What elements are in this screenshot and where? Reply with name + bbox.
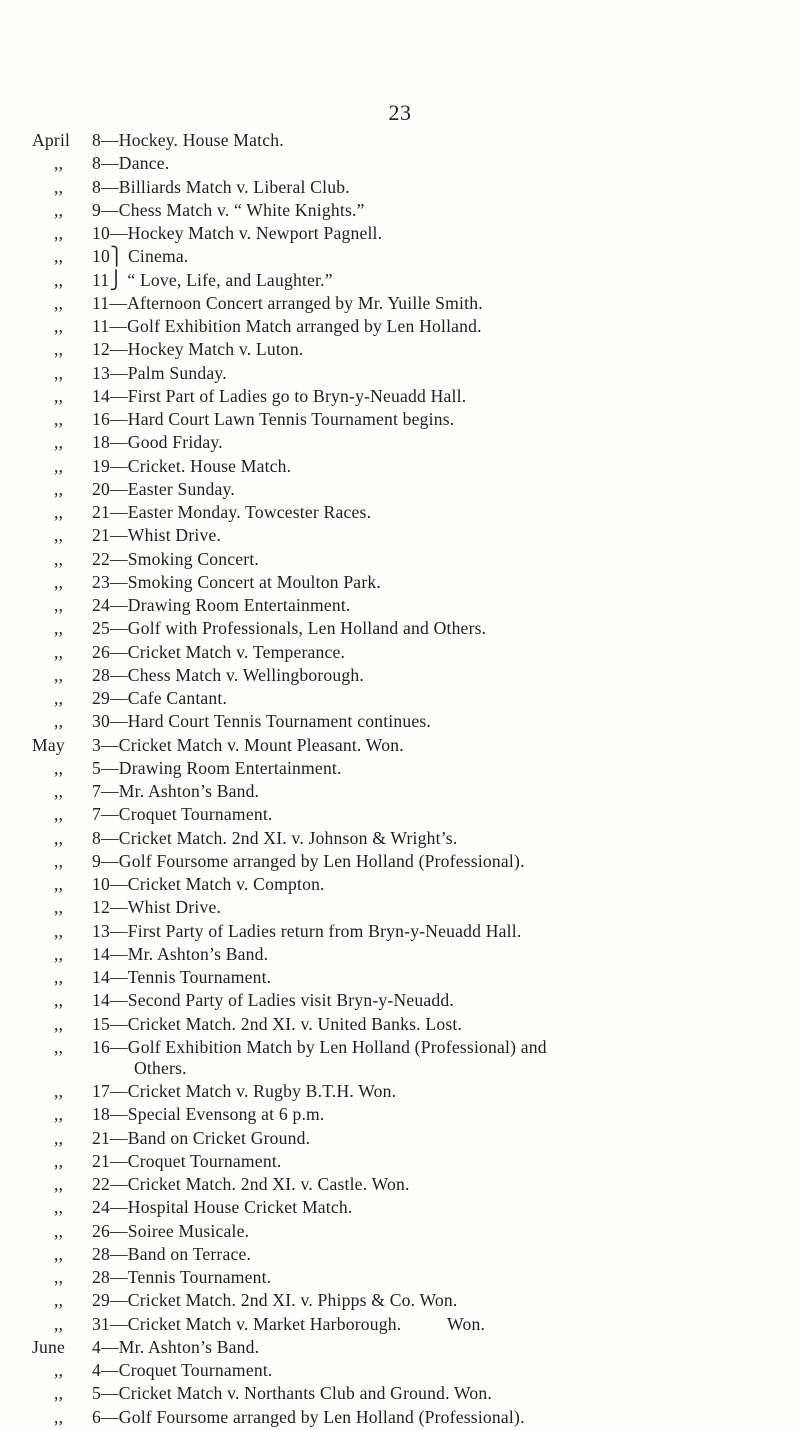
entry-description: 14—Tennis Tournament.	[92, 967, 272, 987]
entry-text	[80, 479, 792, 500]
entry-text	[80, 618, 792, 639]
ditto-mark: ,,	[54, 1383, 64, 1404]
ditto-mark: ,,	[54, 246, 64, 267]
ditto-mark: ,,	[54, 478, 64, 499]
entry-description: 13—Palm Sunday.	[92, 362, 227, 383]
entry-description: 31—Cricket Match v. Market Harborough. Won.	[92, 1313, 486, 1334]
ditto-mark: ,,	[54, 525, 64, 546]
ditto-mark: ,,	[54, 199, 64, 220]
entry-description: 21—Easter Monday. Towcester Races.	[92, 502, 372, 522]
diary-entry	[32, 735, 792, 756]
entry-text	[80, 921, 792, 942]
entry-description: 28—Tennis Tournament.	[92, 1267, 272, 1287]
entry-description: 10—Cricket Match v. Compton.	[92, 874, 325, 894]
ditto-mark: ,,	[54, 455, 64, 476]
entry-description: 30—Hard Court Tennis Tournament continues.	[92, 711, 432, 732]
entry-text	[80, 1128, 792, 1149]
ditto-mark: ,,	[54, 618, 64, 639]
diary-entry	[32, 339, 792, 360]
diary-entry	[32, 409, 792, 430]
entry-text	[80, 1407, 792, 1428]
diary-entry	[32, 456, 792, 477]
entry-text	[80, 1267, 792, 1288]
diary-entry	[32, 1407, 792, 1428]
entry-description: 22—Cricket Match. 2nd XI. v. Castle. Won.	[92, 1174, 410, 1194]
entry-description: 7—Croquet Tournament.	[92, 804, 273, 825]
diary-entry	[32, 967, 792, 988]
entry-text	[80, 1244, 792, 1265]
entry-description: 21—Band on Cricket Ground.	[92, 1127, 311, 1148]
entry-description: 29—Cafe Cantant.	[92, 688, 228, 708]
entry-text	[80, 1383, 792, 1404]
entry-description: 10—Hockey Match v. Newport Pagnell.	[92, 223, 383, 243]
entry-description: 17—Cricket Match v. Rugby B.T.H. Won.	[92, 1081, 397, 1101]
diary-entry	[32, 804, 792, 825]
entry-description: 18—Good Friday.	[92, 432, 223, 453]
ditto-mark: ,,	[54, 316, 64, 336]
entry-text	[80, 363, 792, 384]
entry-text	[80, 456, 792, 477]
diary-entry	[32, 828, 792, 849]
diary-entry	[32, 1244, 792, 1265]
ditto-mark: ,,	[54, 1220, 64, 1241]
ditto-mark: ,,	[54, 1313, 64, 1334]
diary-entry	[32, 1267, 792, 1288]
diary-entry	[32, 1151, 792, 1172]
entry-description: 11—Golf Exhibition Match arranged by Len Holland.	[92, 316, 482, 336]
diary-entry	[32, 618, 792, 639]
entry-text	[80, 665, 792, 686]
entry-text	[80, 804, 792, 825]
entry-text	[80, 200, 792, 221]
entry-text	[80, 688, 792, 709]
diary-entry	[32, 386, 792, 407]
ditto-mark: ,,	[54, 176, 64, 197]
ditto-mark: ,,	[54, 385, 64, 406]
diary-entry	[32, 1383, 792, 1404]
ditto-mark: ,,	[54, 897, 64, 918]
diary-entries	[32, 130, 792, 1430]
entry-description: 5—Drawing Room Entertainment.	[92, 757, 342, 778]
diary-entry	[32, 1360, 792, 1381]
ditto-mark: ,,	[54, 850, 64, 871]
diary-entry	[32, 642, 792, 663]
entry-description: 25—Golf with Professionals, Len Holland and Others.	[92, 618, 487, 639]
entry-description: 23—Smoking Concert at Moulton Park.	[92, 571, 381, 592]
entry-description: 9—Chess Match v. “ White Knights.”	[92, 199, 365, 220]
entry-description: 6—Golf Foursome arranged by Len Holland (Professional).	[92, 1406, 525, 1427]
diary-entry	[32, 432, 792, 453]
entry-text	[80, 595, 792, 616]
ditto-mark: ,,	[54, 1174, 64, 1194]
entry-description: 21—Whist Drive.	[92, 525, 222, 546]
diary-entry	[32, 921, 792, 942]
diary-entry	[32, 130, 792, 151]
ditto-mark: ,,	[54, 1036, 64, 1057]
entry-text	[80, 432, 792, 453]
diary-entry	[32, 572, 792, 593]
diary-entry	[32, 479, 792, 500]
entry-text	[80, 1337, 792, 1358]
diary-entry	[32, 1081, 792, 1102]
diary-entry	[32, 316, 792, 337]
entry-text	[80, 246, 792, 267]
entry-text	[80, 781, 792, 802]
month-label: June	[32, 1336, 66, 1357]
entry-description: 16—Hard Court Lawn Tennis Tournament begins.	[92, 409, 455, 429]
entry-description: 7—Mr. Ashton’s Band.	[92, 781, 260, 801]
entry-text	[80, 642, 792, 663]
entry-description: 11—Afternoon Concert arranged by Mr. Yuille Smith.	[92, 292, 483, 313]
diary-entry	[32, 502, 792, 523]
entry-text	[80, 897, 792, 918]
diary-entry	[32, 1174, 792, 1195]
entry-description: 14—Second Party of Ladies visit Bryn-y-Neuadd.	[92, 990, 454, 1011]
diary-entry	[32, 874, 792, 895]
ditto-mark: ,,	[54, 967, 64, 987]
diary-entry	[32, 246, 792, 267]
diary-entry	[32, 595, 792, 616]
entry-text	[80, 1174, 792, 1195]
diary-entry	[32, 851, 792, 872]
ditto-mark: ,,	[54, 1290, 64, 1311]
ditto-mark: ,,	[54, 1104, 64, 1125]
entry-description: 8—Dance.	[92, 153, 170, 174]
diary-entry	[32, 1221, 792, 1242]
entry-text	[80, 572, 792, 593]
entry-text	[80, 1151, 792, 1172]
diary-entry	[32, 1128, 792, 1149]
ditto-mark: ,,	[54, 409, 64, 429]
entry-description: 4—Mr. Ashton’s Band.	[92, 1336, 260, 1357]
diary-entry	[32, 665, 792, 686]
entry-text	[80, 177, 792, 198]
diary-entry	[32, 897, 792, 918]
ditto-mark: ,,	[54, 292, 64, 313]
entry-text	[80, 851, 792, 872]
entry-text	[80, 153, 792, 174]
diary-entry	[32, 363, 792, 384]
month-label: May	[32, 734, 65, 755]
diary-entry	[32, 688, 792, 709]
entry-text	[80, 1314, 792, 1335]
diary-entry	[32, 711, 792, 732]
entry-text	[80, 525, 792, 546]
diary-entry	[32, 1014, 792, 1035]
diary-entry	[32, 270, 792, 291]
ditto-mark: ,,	[54, 1013, 64, 1034]
entry-text	[80, 339, 792, 360]
entry-description: 12—Hockey Match v. Luton.	[92, 339, 304, 360]
entry-text	[80, 1197, 792, 1218]
entry-text	[80, 270, 792, 291]
entry-text	[80, 1081, 792, 1102]
entry-text	[80, 223, 792, 244]
ditto-mark: ,,	[54, 1360, 64, 1380]
entry-text	[80, 711, 792, 732]
entry-text	[80, 944, 792, 965]
diary-entry	[32, 1337, 792, 1358]
entry-description: 12—Whist Drive.	[92, 897, 222, 918]
entry-description: 4—Croquet Tournament.	[92, 1360, 273, 1380]
entry-text	[80, 1014, 792, 1035]
ditto-mark: ,,	[54, 548, 64, 569]
entry-text	[80, 874, 792, 895]
entry-text	[80, 386, 792, 407]
entry-description: 15—Cricket Match. 2nd XI. v. United Banks. Lost.	[92, 1013, 463, 1034]
entry-description: 26—Cricket Match v. Temperance.	[92, 641, 346, 662]
entry-text	[80, 967, 792, 988]
ditto-mark: ,,	[54, 804, 64, 825]
entry-description: 11⎭ “ Love, Life, and Laughter.”	[92, 269, 333, 290]
entry-text	[80, 502, 792, 523]
ditto-mark: ,,	[54, 339, 64, 360]
entry-description: 22—Smoking Concert.	[92, 548, 260, 569]
diary-entry	[32, 758, 792, 779]
entry-text	[80, 549, 792, 570]
entry-text	[80, 1221, 792, 1242]
diary-entry	[32, 1197, 792, 1218]
entry-text	[80, 409, 792, 430]
diary-entry	[32, 200, 792, 221]
entry-description: 8—Cricket Match. 2nd XI. v. Johnson & Wright’s.	[92, 827, 458, 848]
ditto-mark: ,,	[54, 269, 64, 290]
entry-description: 8—Billiards Match v. Liberal Club.	[92, 176, 350, 197]
ditto-mark: ,,	[54, 874, 64, 894]
entry-description: 13—First Party of Ladies return from Bryn-y-Neuadd Hall.	[92, 920, 522, 941]
ditto-mark: ,,	[54, 1197, 64, 1218]
entry-description: 3—Cricket Match v. Mount Pleasant. Won.	[92, 734, 404, 755]
entry-description: 10⎫ Cinema.	[92, 246, 189, 267]
entry-description: 28—Chess Match v. Wellingborough.	[92, 664, 364, 685]
ditto-mark: ,,	[54, 1127, 64, 1148]
ditto-mark: ,,	[54, 595, 64, 615]
ditto-mark: ,,	[54, 153, 64, 174]
ditto-mark: ,,	[54, 362, 64, 383]
entry-text	[80, 1037, 792, 1079]
diary-entry	[32, 944, 792, 965]
ditto-mark: ,,	[54, 827, 64, 848]
ditto-mark: ,,	[54, 1081, 64, 1101]
entry-text	[80, 130, 792, 151]
entry-description: 18—Special Evensong at 6 p.m.	[92, 1104, 325, 1125]
diary-entry	[32, 177, 792, 198]
diary-entry	[32, 293, 792, 314]
ditto-mark: ,,	[54, 571, 64, 592]
entry-description: 24—Drawing Room Entertainment.	[92, 595, 351, 615]
diary-entry	[32, 781, 792, 802]
entry-text	[80, 316, 792, 337]
diary-entry	[32, 223, 792, 244]
entry-description: 24—Hospital House Cricket Match.	[92, 1197, 353, 1218]
ditto-mark: ,,	[54, 223, 64, 243]
ditto-mark: ,,	[54, 1150, 64, 1171]
ditto-mark: ,,	[54, 432, 64, 453]
ditto-mark: ,,	[54, 1406, 64, 1427]
entry-description: 14—First Part of Ladies go to Bryn-y-Neuadd Hall.	[92, 385, 467, 406]
ditto-mark: ,,	[54, 757, 64, 778]
ditto-mark: ,,	[54, 1243, 64, 1264]
entry-description: 8—Hockey. House Match.	[92, 130, 284, 150]
ditto-mark: ,,	[54, 688, 64, 708]
diary-entry	[32, 990, 792, 1011]
entry-description: 19—Cricket. House Match.	[92, 455, 292, 476]
diary-entry	[32, 153, 792, 174]
page-number: 23	[388, 100, 412, 125]
entry-description: 28—Band on Terrace.	[92, 1243, 252, 1264]
entry-text	[80, 1290, 792, 1311]
ditto-mark: ,,	[54, 990, 64, 1011]
entry-description: 16—Golf Exhibition Match by Len Holland (Professional) and	[92, 1036, 547, 1057]
diary-entry	[32, 525, 792, 546]
entry-text	[80, 735, 792, 756]
diary-entry	[32, 1037, 792, 1079]
diary-entry	[32, 549, 792, 570]
entry-text	[80, 1104, 792, 1125]
entry-description: 14—Mr. Ashton’s Band.	[92, 943, 269, 964]
entry-description: 9—Golf Foursome arranged by Len Holland (Professional).	[92, 850, 525, 871]
diary-entry	[32, 1314, 792, 1335]
ditto-mark: ,,	[54, 920, 64, 941]
entry-description: 21—Croquet Tournament.	[92, 1150, 282, 1171]
entry-description: 5—Cricket Match v. Northants Club and Ground. Won.	[92, 1383, 492, 1404]
entry-description: 20—Easter Sunday.	[92, 478, 235, 499]
entry-continuation: Others.	[134, 1057, 187, 1078]
diary-entry	[32, 1290, 792, 1311]
ditto-mark: ,,	[54, 781, 64, 801]
ditto-mark: ,,	[54, 711, 64, 732]
ditto-mark: ,,	[54, 664, 64, 685]
entry-description: 26—Soiree Musicale.	[92, 1220, 250, 1241]
ditto-mark: ,,	[54, 502, 64, 522]
entry-description: 29—Cricket Match. 2nd XI. v. Phipps & Co. Won.	[92, 1290, 458, 1311]
entry-text	[80, 828, 792, 849]
ditto-mark: ,,	[54, 641, 64, 662]
entry-text	[80, 293, 792, 314]
diary-entry	[32, 1104, 792, 1125]
entry-text	[80, 990, 792, 1011]
entry-text	[80, 1360, 792, 1381]
ditto-mark: ,,	[54, 1267, 64, 1287]
month-label: April	[32, 130, 71, 150]
ditto-mark: ,,	[54, 943, 64, 964]
entry-text	[80, 758, 792, 779]
